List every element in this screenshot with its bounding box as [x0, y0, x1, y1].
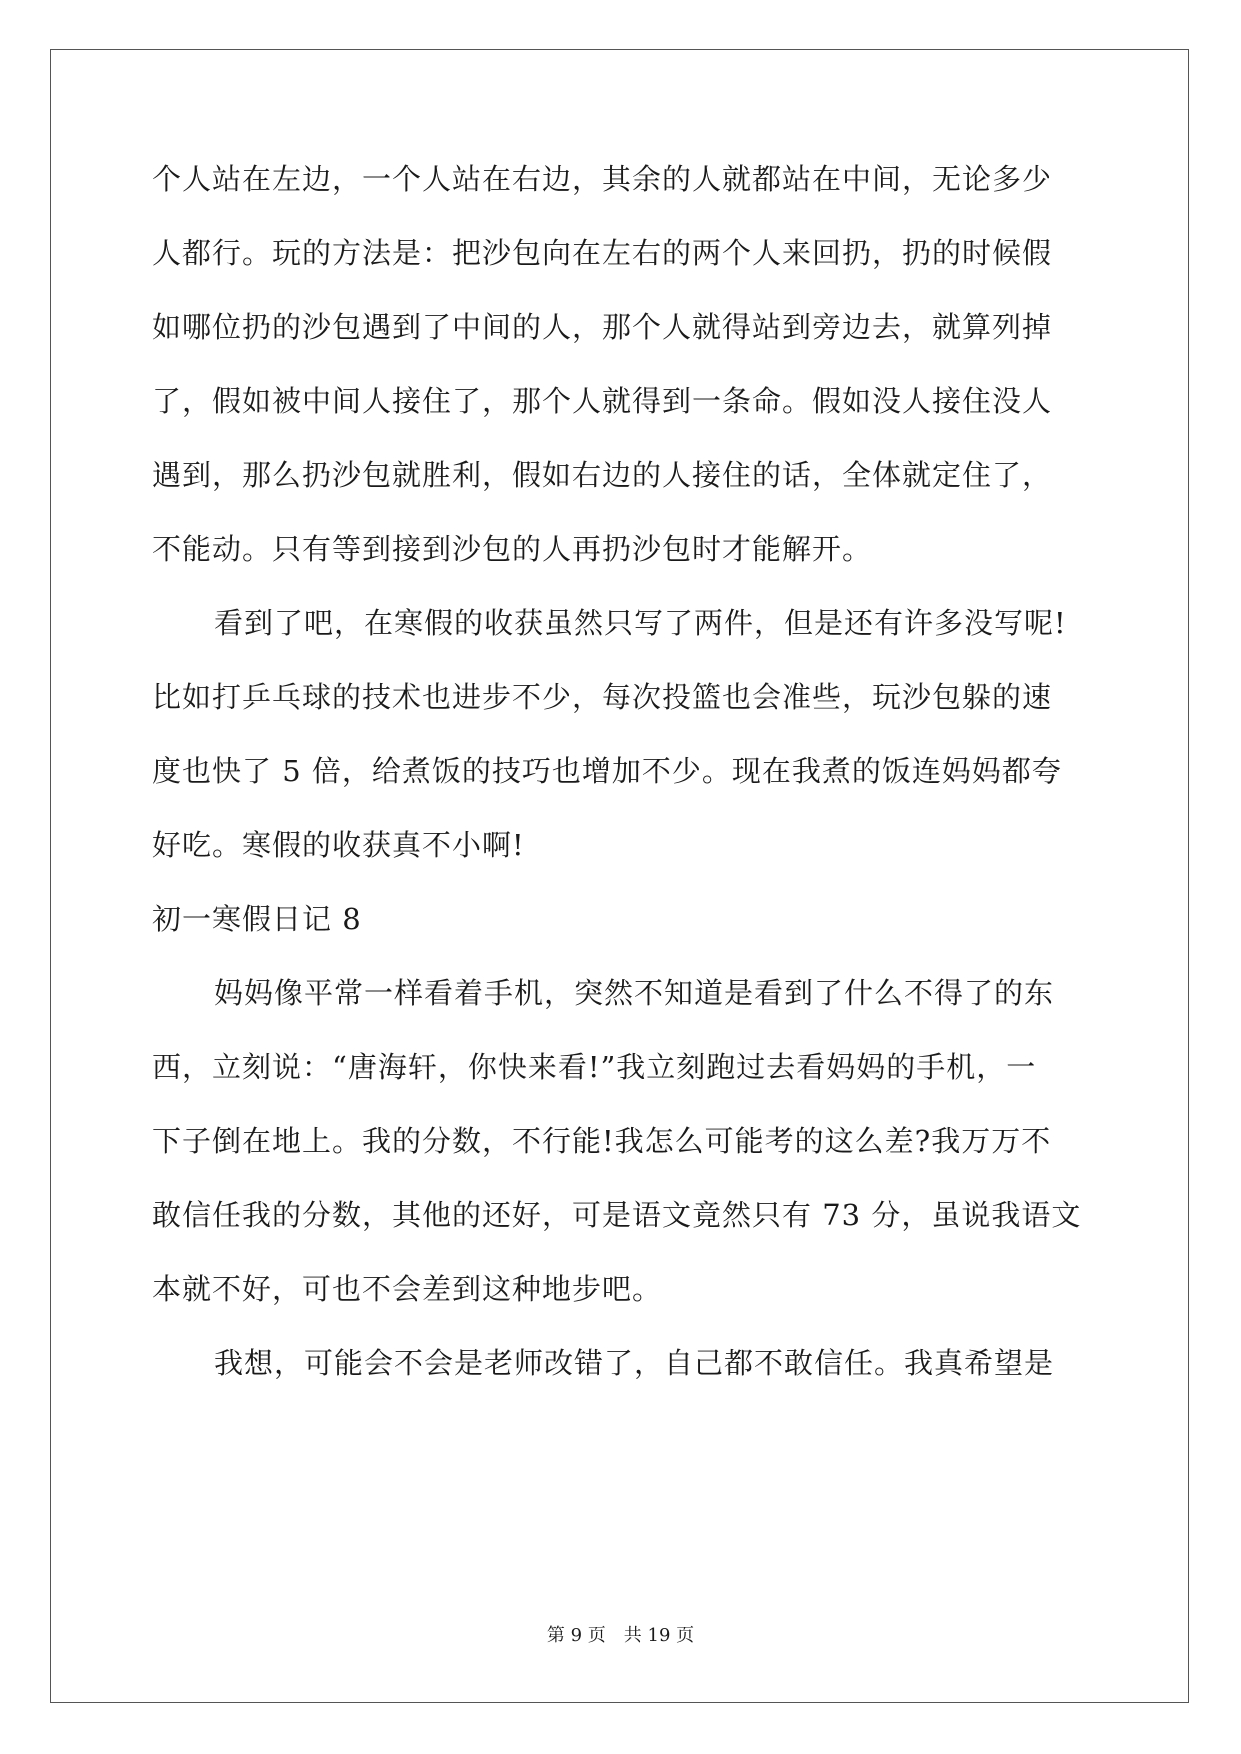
paragraph-2-line-2: 比如打乒乓球的技术也进步不少，每次投篮也会准些，玩沙包躲的速	[152, 680, 1053, 714]
paragraph-2-line-4: 好吃。寒假的收获真不小啊!	[152, 828, 525, 862]
paragraph-3-line-3: 下子倒在地上。我的分数，不行能!我怎么可能考的这么差?我万万不	[152, 1124, 1052, 1158]
paragraph-1-line-3: 如哪位扔的沙包遇到了中间的人，那个人就得站到旁边去，就算列掉	[152, 310, 1053, 344]
paragraph-2-line-1: 看到了吧，在寒假的收获虽然只写了两件，但是还有许多没写呢!	[214, 606, 1067, 640]
paragraph-2-line-3: 度也快了 5 倍，给煮饭的技巧也增加不少。现在我煮的饭连妈妈都夸	[152, 754, 1062, 788]
paragraph-1-line-1: 个人站在左边，一个人站在右边，其余的人就都站在中间，无论多少	[152, 162, 1053, 196]
paragraph-1-line-4: 了，假如被中间人接住了，那个人就得到一条命。假如没人接住没人	[152, 384, 1053, 418]
paragraph-3-line-1: 妈妈像平常一样看着手机，突然不知道是看到了什么不得了的东	[214, 976, 1055, 1010]
page-border	[50, 49, 1189, 1703]
page-number-footer	[0, 1624, 1241, 1648]
page-number-text: 第 9 页 共 19 页	[546, 1625, 695, 1646]
paragraph-3-line-4: 敢信任我的分数，其他的还好，可是语文竟然只有 73 分，虽说我语文	[152, 1198, 1082, 1232]
paragraph-1-line-6: 不能动。只有等到接到沙包的人再扔沙包时才能解开。	[152, 532, 873, 566]
section-title: 初一寒假日记 8	[152, 902, 362, 936]
paragraph-1-line-5: 遇到，那么扔沙包就胜利，假如右边的人接住的话，全体就定住了，	[152, 458, 1053, 492]
paragraph-3-line-2: 西，立刻说：“唐海轩，你快来看!”我立刻跑过去看妈妈的手机，一	[152, 1050, 1037, 1084]
paragraph-1-line-2: 人都行。玩的方法是：把沙包向在左右的两个人来回扔，扔的时候假	[152, 236, 1053, 270]
paragraph-4-line-1: 我想，可能会不会是老师改错了，自己都不敢信任。我真希望是	[214, 1346, 1055, 1380]
paragraph-3-line-5: 本就不好，可也不会差到这种地步吧。	[152, 1272, 663, 1306]
